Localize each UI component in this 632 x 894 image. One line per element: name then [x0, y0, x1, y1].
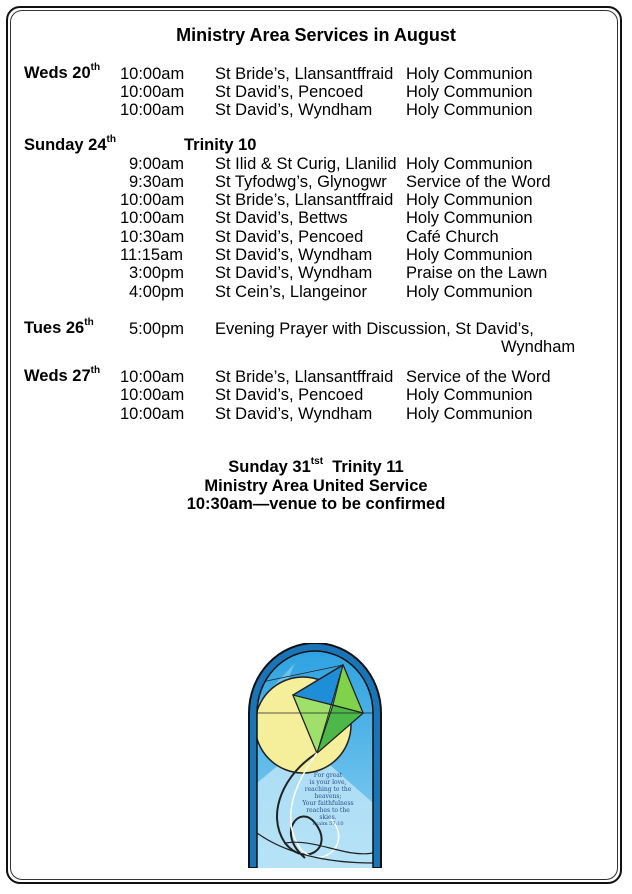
verse-line: For great	[313, 772, 343, 779]
place: St Bride’s, Llansantffraid	[215, 368, 394, 386]
service: Holy Communion	[406, 209, 533, 227]
service: Holy Communion	[406, 246, 533, 264]
service: Holy Communion	[406, 386, 533, 404]
psalm-verse	[300, 772, 356, 828]
verse-line: skies.	[319, 814, 337, 821]
verse-reference: Psalm 57:10	[312, 821, 344, 827]
service: Holy Communion	[406, 101, 533, 119]
time: 10:00am	[120, 209, 185, 227]
service: Holy Communion	[406, 191, 533, 209]
service: Holy Communion	[406, 83, 533, 101]
time: 10:00am	[120, 386, 185, 404]
day-weds-20: Weds 20th	[24, 62, 101, 82]
place: St David’s, Wyndham	[215, 405, 373, 423]
day-tues-26: Tues 26th	[24, 317, 94, 337]
place: St Tyfodwg’s, Glynogwr	[215, 173, 387, 191]
place: St David’s, Wyndham	[215, 101, 373, 119]
service: Holy Communion	[406, 155, 533, 173]
service: Holy Communion	[406, 283, 533, 301]
sunday-31-heading: Sunday $31^{tst}$ Trinity 11	[228, 456, 404, 476]
time: 5:00pm	[129, 320, 185, 338]
service-description: Evening Prayer with Discussion, St David’s,	[215, 320, 534, 338]
venue-note: 10:30am—venue to be confirmed	[186, 495, 446, 513]
page-title: Ministry Area Services in August	[176, 25, 456, 45]
time: 10:00am	[120, 101, 185, 119]
place: St Bride’s, Llansantffraid	[215, 65, 394, 83]
stained-glass-kite-window	[245, 643, 385, 868]
verse-line: is your love,	[309, 779, 347, 786]
time: 3:00pm	[129, 264, 185, 282]
time: 10:00am	[120, 368, 185, 386]
time: 10:00am	[120, 191, 185, 209]
service: Praise on the Lawn	[406, 264, 548, 282]
time: 10:00am	[120, 405, 185, 423]
verse-line: heavens;	[314, 793, 342, 800]
place: St Ilid & St Curig, Llanilid	[215, 155, 397, 173]
service: Service of the Word	[406, 368, 551, 386]
service: Holy Communion	[406, 405, 533, 423]
trinity-10: Trinity 10	[184, 136, 257, 154]
day-sunday-24: Sunday 24th	[24, 134, 116, 154]
service: Café Church	[406, 228, 499, 246]
place: St David’s, Pencoed	[215, 228, 364, 246]
time: 11:15am	[120, 246, 183, 264]
place: St David’s, Bettws	[215, 209, 348, 227]
place: St David’s, Pencoed	[215, 83, 364, 101]
united-service: Ministry Area United Service	[204, 477, 428, 495]
time: 10:00am	[120, 65, 185, 83]
time: 10:30am	[120, 228, 185, 246]
service: Service of the Word	[406, 173, 551, 191]
time: 9:30am	[129, 173, 185, 191]
time: 9:00am	[129, 155, 185, 173]
time: 4:00pm	[129, 283, 185, 301]
verse-line: Your faithfulness	[302, 800, 354, 807]
time: 10:00am	[120, 83, 185, 101]
place: St Cein’s, Llangeinor	[215, 283, 367, 301]
service: Holy Communion	[406, 65, 533, 83]
place: St Bride’s, Llansantffraid	[215, 191, 394, 209]
place: St David’s, Wyndham	[215, 246, 373, 264]
verse-line: reaching to the	[304, 786, 352, 793]
verse-line: reaches to the	[306, 807, 350, 814]
place: St David’s, Wyndham	[215, 264, 373, 282]
day-weds-27: Weds 27th	[24, 365, 101, 385]
service-description-cont: Wyndham	[501, 338, 576, 356]
place: St David’s, Pencoed	[215, 386, 364, 404]
